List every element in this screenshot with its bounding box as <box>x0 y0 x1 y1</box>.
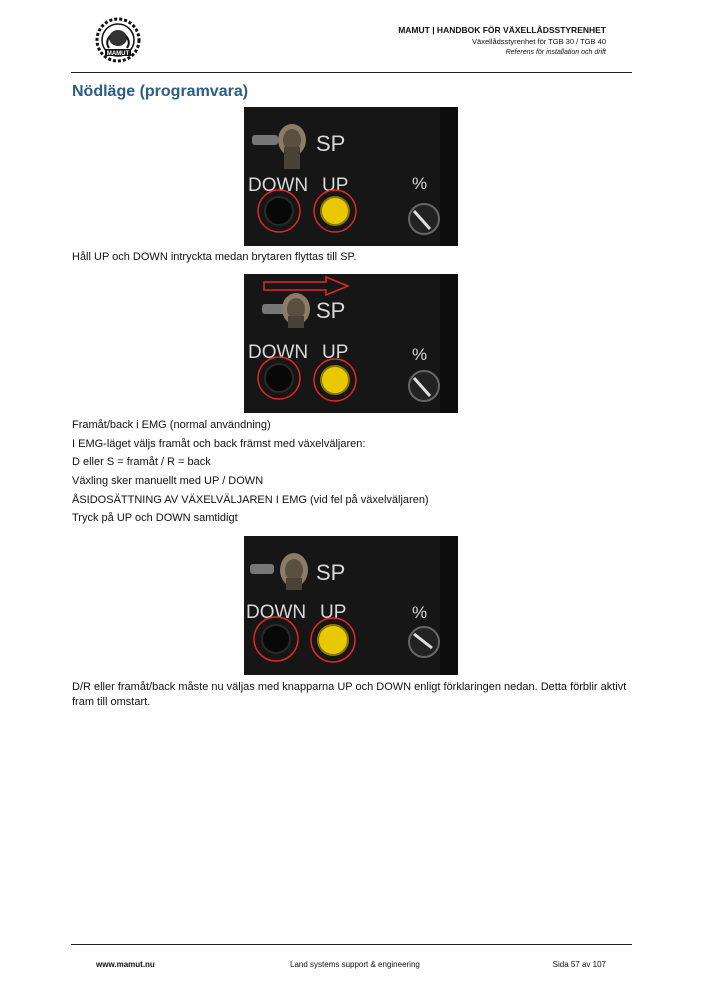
paragraph-8: D/R eller framåt/back måste nu väljas med knapparna UP och DOWN enligt förklaringen nedan. Detta förblir aktivt fram till omstart. <box>72 681 627 708</box>
label-sp: SP <box>316 131 346 156</box>
panel-photo-3 <box>244 536 458 675</box>
paragraph-6: ÅSIDOSÄTTNING AV VÄXELVÄLJAREN I EMG (vid fel på växelväljaren) <box>72 494 429 506</box>
label-up: UP <box>320 602 347 623</box>
paragraph-4: D eller S = framåt / R = back <box>72 456 211 468</box>
label-down: DOWN <box>246 602 307 623</box>
paragraph-7: Tryck på UP och DOWN samtidigt <box>72 512 238 524</box>
percent-knob <box>409 371 439 401</box>
paragraph-2: Framåt/back i EMG (normal användning) <box>72 419 271 431</box>
footer-divider <box>71 944 632 945</box>
header-divider <box>71 72 632 73</box>
label-down: DOWN <box>248 342 309 363</box>
page-header <box>398 25 606 58</box>
down-button <box>265 197 293 225</box>
down-button <box>265 364 293 392</box>
up-button <box>321 197 349 225</box>
up-button <box>321 366 349 394</box>
panel-photo-1 <box>244 107 458 246</box>
label-down: DOWN <box>248 175 309 196</box>
company-logo <box>93 16 143 64</box>
label-sp: SP <box>316 298 346 323</box>
label-percent: % <box>412 174 428 193</box>
label-percent: % <box>412 603 428 622</box>
logo-text: MAMUT <box>106 51 130 57</box>
label-up: UP <box>322 342 349 363</box>
label-up: UP <box>322 175 349 196</box>
header-title: MAMUT | HANDBOK FÖR VÄXELLÅDSSTYRENHET <box>398 25 606 35</box>
label-sp: SP <box>316 560 346 585</box>
header-subtitle: Växellådsstyrenhet för TGB 30 / TGB 40 <box>472 37 606 46</box>
label-percent: % <box>412 345 428 364</box>
paragraph-5: Växling sker manuellt med UP / DOWN <box>72 475 264 487</box>
footer-website[interactable]: www.mamut.nu <box>96 960 155 969</box>
footer-page-number: Sida 57 av 107 <box>552 960 606 969</box>
down-button <box>262 625 290 653</box>
up-button <box>318 625 348 655</box>
panel-photo-2 <box>244 274 458 413</box>
footer-tagline: Land systems support & engineering <box>290 960 420 969</box>
paragraph-1: Håll UP och DOWN intryckta medan brytaren flyttas till SP. <box>72 251 357 263</box>
paragraph-3: I EMG-läget väljs framåt och back främst med växelväljaren: <box>72 438 366 450</box>
percent-knob <box>409 204 439 234</box>
section-title: Nödläge (programvara) <box>72 83 249 100</box>
header-reference: Referens för installation och drift <box>505 49 606 56</box>
